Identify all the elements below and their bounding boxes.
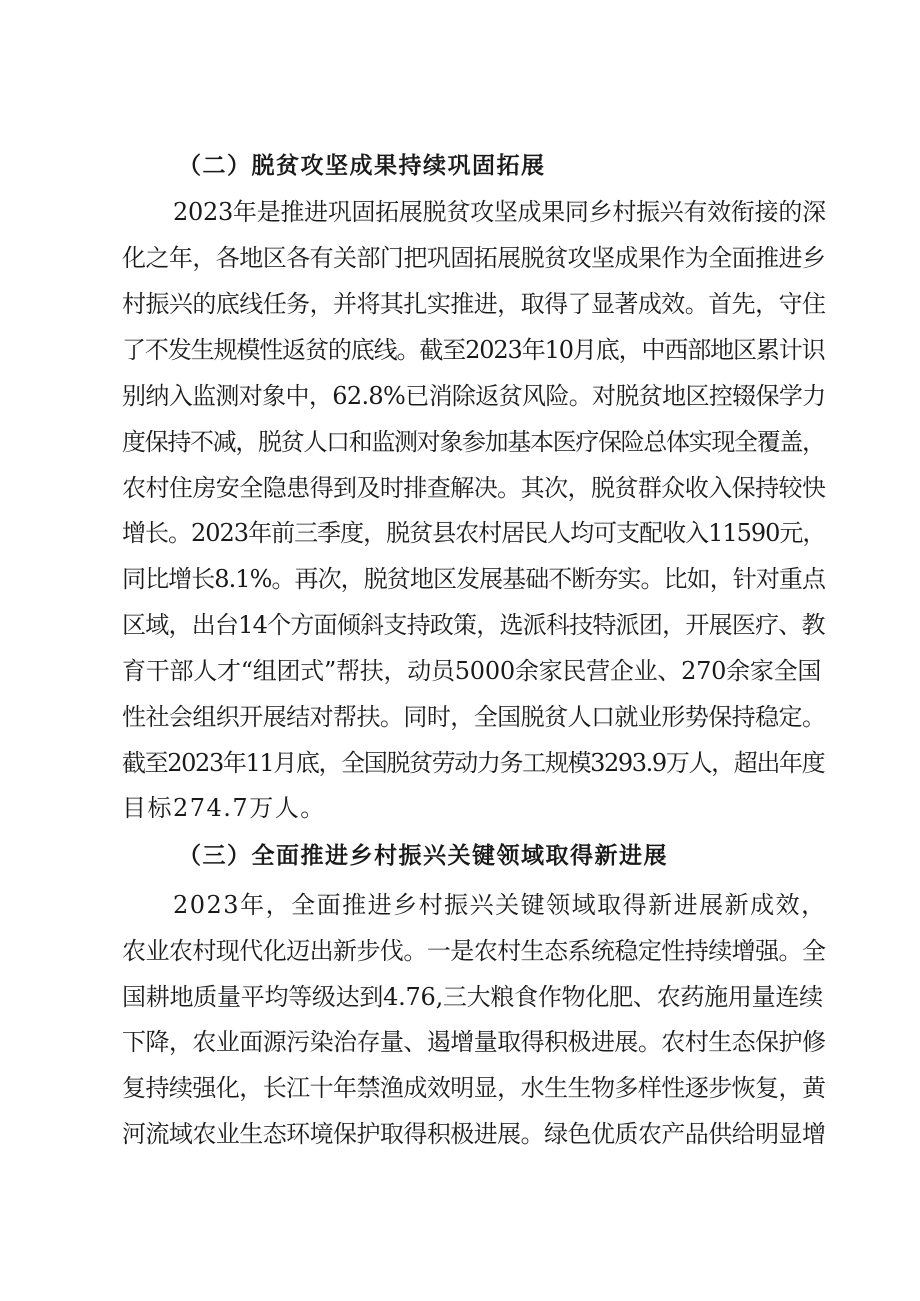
- paragraph-line: 育干部人才“组团式”帮扶，动员5000余家民营企业、270余家全国: [122, 657, 822, 685]
- paragraph-line: 复持续强化，长江十年禁渔成效明显，水生生物多样性逐步恢复，黄: [122, 1074, 826, 1102]
- paragraph-line: 下降，农业面源污染治存量、遏增量取得积极进展。农村生态保护修: [122, 1028, 826, 1056]
- paragraph-line: 2023年，全面推进乡村振兴关键领域取得新进展新成效，: [173, 891, 827, 919]
- paragraph-line: 农业农村现代化迈出新步伐。一是农村生态系统稳定性持续增强。全: [122, 937, 826, 965]
- paragraph-line: 2023年是推进巩固拓展脱贫攻坚成果同乡村振兴有效衔接的深: [173, 198, 826, 226]
- paragraph-line: 国耕地质量平均等级达到4.76,三大粮食作物化肥、农药施用量连续: [122, 983, 823, 1011]
- paragraph-line: 目标274.7万人。: [122, 794, 326, 822]
- paragraph-line: 别纳入监测对象中，62.8%已消除返贫风险。对脱贫地区控辍保学力: [122, 382, 826, 410]
- paragraph-line: 同比增长8.1%。再次，脱贫地区发展基础不断夯实。比如，针对重点: [122, 565, 826, 593]
- paragraph-line: 区域，出台14个方面倾斜支持政策，选派科技特派团，开展医疗、教: [122, 611, 825, 639]
- paragraph-line: 了不发生规模性返贫的底线。截至2023年10月底，中西部地区累计识: [122, 336, 825, 364]
- paragraph-line: 化之年，各地区各有关部门把巩固拓展脱贫攻坚成果作为全面推进乡: [122, 244, 826, 272]
- section-heading-2: （二）脱贫攻坚成果持续巩固拓展: [178, 153, 546, 179]
- paragraph-line: 河流域农业生态环境保护取得积极进展。绿色优质农产品供给明显增: [122, 1120, 826, 1148]
- paragraph-line: 截至2023年11月底，全国脱贫劳动力务工规模3293.9万人，超出年度: [122, 749, 825, 777]
- paragraph-line: 性社会组织开展结对帮扶。同时，全国脱贫人口就业形势保持稳定。: [122, 703, 826, 731]
- paragraph-line: 增长。2023年前三季度，脱贫县农村居民人均可支配收入11590元，: [122, 519, 826, 547]
- paragraph-line: 度保持不减，脱贫人口和监测对象参加基本医疗保险总体实现全覆盖，: [122, 428, 825, 456]
- section-heading-3: （三）全面推进乡村振兴关键领域取得新进展: [178, 843, 668, 869]
- paragraph-line: 农村住房安全隐患得到及时排查解决。其次，脱贫群众收入保持较快: [122, 474, 826, 502]
- paragraph-line: 村振兴的底线任务，并将其扎实推进，取得了显著成效。首先，守住: [122, 290, 826, 318]
